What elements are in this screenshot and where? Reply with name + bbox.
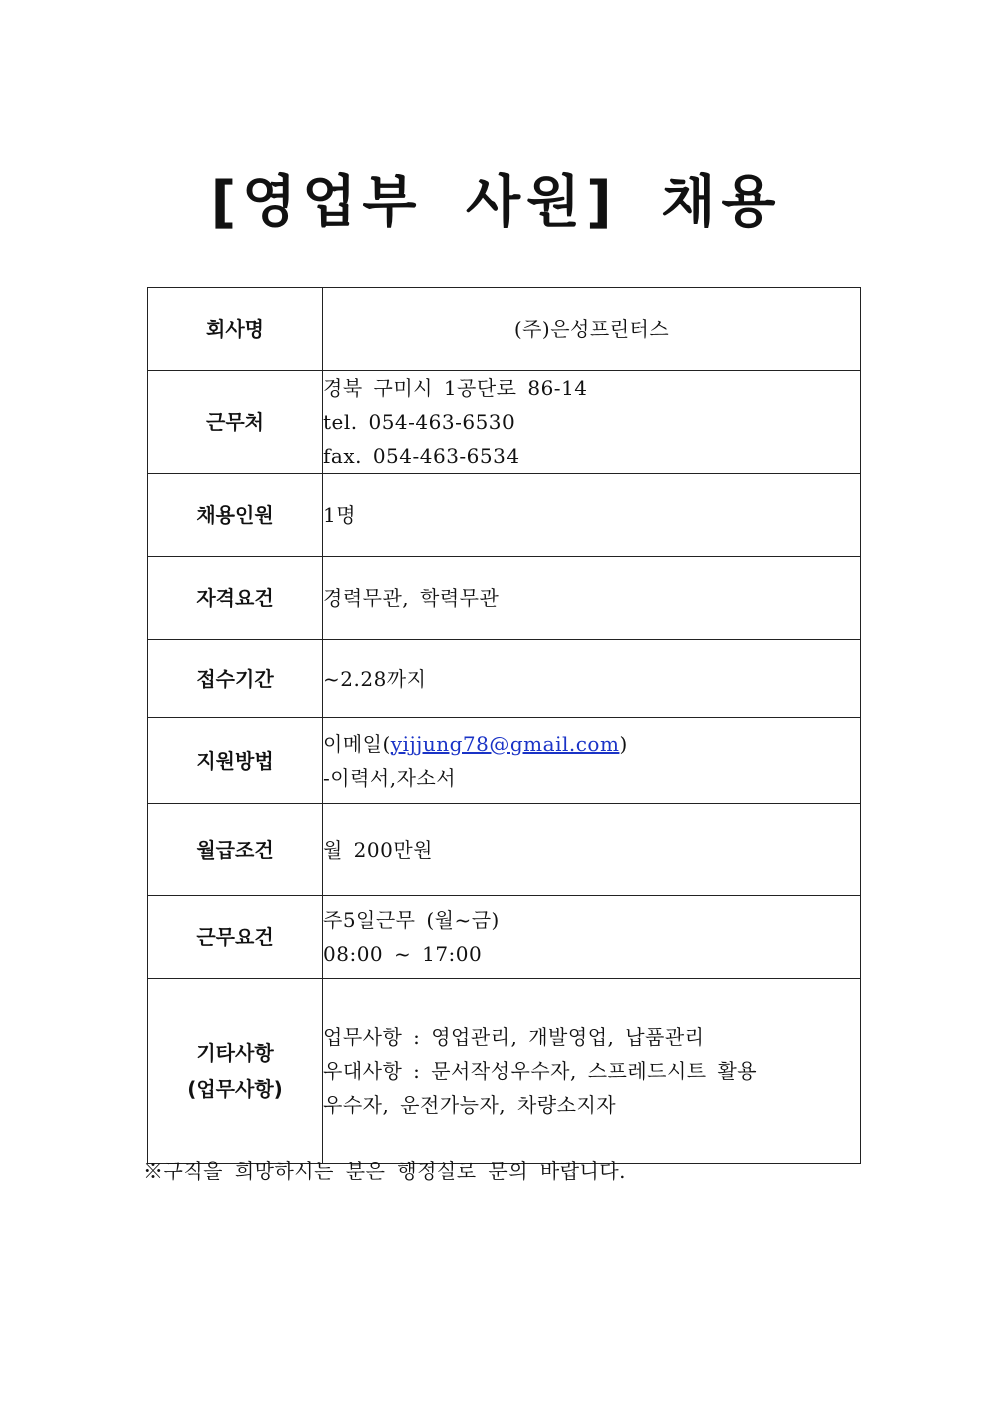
- row-apply-method: [148, 718, 861, 804]
- email-prefix: 이메일(: [323, 731, 391, 756]
- preference-line-cont: 우수자, 운전가능자, 차량소지자: [323, 1093, 617, 1117]
- value-other: [323, 979, 861, 1164]
- apply-documents: -이력서,자소서: [323, 765, 457, 790]
- label-work-conditions: 근무요건: [148, 896, 323, 979]
- value-apply-method: [323, 718, 861, 804]
- row-salary: [148, 804, 861, 896]
- job-posting-table: [147, 287, 861, 1164]
- footnote: ※구직을 희망하시는 분은 행정실로 문의 바랍니다.: [143, 1159, 627, 1183]
- apply-email-line: [323, 727, 860, 761]
- label-other-line1: 기타사항: [196, 1041, 274, 1065]
- work-hours: 08:00 ~ 17:00: [323, 942, 483, 966]
- work-days: 주5일근무 (월~금): [323, 908, 500, 932]
- email-link[interactable]: yijjung78@gmail.com: [390, 731, 620, 756]
- row-other: [148, 979, 861, 1164]
- label-headcount: 채용인원: [148, 474, 323, 557]
- label-other: [148, 979, 323, 1164]
- label-qualification: 자격요건: [148, 557, 323, 640]
- value-company: (주)은성프린터스: [323, 288, 861, 371]
- workplace-tel: tel. 054-463-6530: [323, 410, 516, 434]
- row-company: [148, 288, 861, 371]
- row-headcount: [148, 474, 861, 557]
- value-headcount: 1명: [323, 474, 861, 557]
- row-work-conditions: [148, 896, 861, 979]
- label-salary: 월급조건: [148, 804, 323, 896]
- label-company: 회사명: [148, 288, 323, 371]
- workplace-address: 경북 구미시 1공단로 86-14: [323, 376, 588, 400]
- preference-line: 우대사항 : 문서작성우수자, 스프레드시트 활용: [323, 1059, 758, 1083]
- workplace-fax: fax. 054-463-6534: [323, 444, 520, 468]
- value-period: ~2.28까지: [323, 640, 861, 718]
- value-qualification: 경력무관, 학력무관: [323, 557, 861, 640]
- label-period: 접수기간: [148, 640, 323, 718]
- value-work-conditions: [323, 896, 861, 979]
- value-workplace: [323, 371, 861, 474]
- page-title: [영업부 사원] 채용: [210, 170, 782, 235]
- row-period: [148, 640, 861, 718]
- label-workplace: 근무처: [148, 371, 323, 474]
- label-other-line2: (업무사항): [187, 1077, 283, 1101]
- duty-line: 업무사항 : 영업관리, 개발영업, 납품관리: [323, 1025, 705, 1049]
- label-apply-method: 지원방법: [148, 718, 323, 804]
- row-qualification: [148, 557, 861, 640]
- email-suffix: ): [619, 731, 628, 756]
- row-workplace: [148, 371, 861, 474]
- value-salary: 월 200만원: [323, 804, 861, 896]
